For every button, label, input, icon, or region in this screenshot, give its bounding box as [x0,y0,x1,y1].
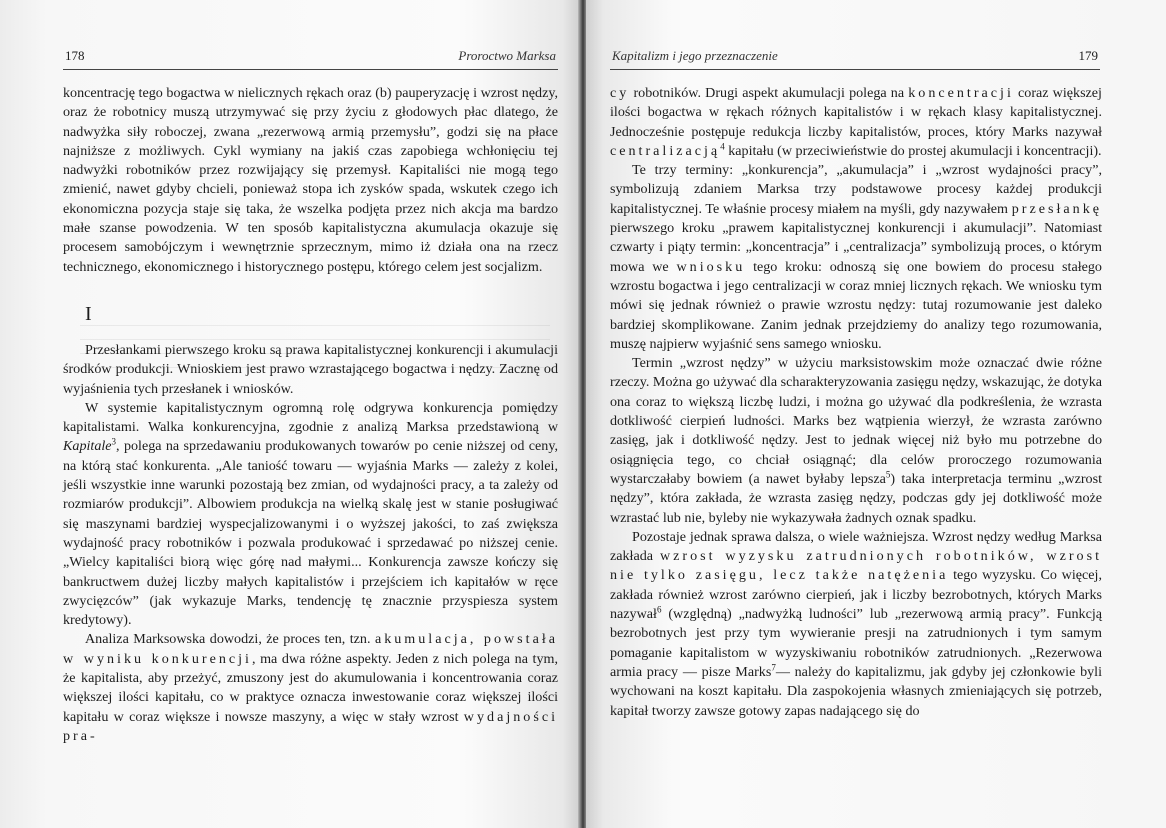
paragraph [610,84,1102,161]
text-run: coraz większej ilości bogactwa w rękach różnych kapitalistów i w rękach klasy kapitalistycznej. Jednocześnie postępuje redukcja liczby kapitalistów, proces, który Marks nazywał [610,85,1102,140]
text-run: ) taka interpretacja terminu „wzrost nędzy”, która zakłada, że wzrasta zasięg nędzy, podczas gdy jej dotkliwość może wzrastać lub nie, byleby nie wykazywała żadnych oznak spadku. [610,470,1102,526]
footnote-ref: 3 [111,436,117,447]
spaced-emphasis: wydajności pra- [63,708,558,744]
text-run: (względną) „nadwyżką ludności” lub „rezerwową armią pracy”. Funkcją bezrobotnych jest przy tym wywieranie presji na zatrudnionych i tym samym pomaganie kapitalistom w wyzyskiwaniu robotników zatrudnionych. „Rezerwowa armia pracy — pisze Marks [610,606,1102,680]
spaced-emphasis: przesłankę [1011,200,1102,217]
section-heading: I [85,302,92,325]
running-title: Kapitalizm i jego przeznaczenie [612,48,778,63]
text-run: , polega na sprzedawaniu produkowanych towarów po cenie niższej od ceny, na którą stać konkurenta. „Ale taniość towaru — wyjaśnia Marks — zależy z kolei, jeśli wszystkie inne warunki pozostają bez zmian, od wydajności pracy, a ta zależy od rozmiarów produkcji”. Albowiem produkcja na wielką skalę jest w stanie posługiwać się maszynami bardziej wyspecjalizowanymi i o wyższej jakości, to zaś zwiększa wydajność pracy robotników i pozwala produkować i sprzedawać po niższej cenie. „Wielcy kapitaliści biorą więc górę nad małymi... Konkurencja zawsze kończy się bankructwem dużej liczby małych kapitalistów i przejściem ich kapitałów w ręce zwycięzców” (jak wykazuje Marks, tendencję tę znacznie przyspiesza system kredytowy). [63,438,558,629]
text-run: Analiza Marksowska dowodzi, że proces ten, tzn. [85,631,375,648]
left-text-column [63,84,558,746]
paragraph [610,528,1102,721]
spaced-emphasis: cy [610,85,630,101]
right-page [586,0,1166,828]
header-rule [610,69,1100,70]
paragraph: Przesłankami pierwszego kroku są prawa kapitalistycznej konkurencji i akumulacji środków produkcji. Wnioskiem jest prawo wzrastającego bogactwa i nędzy. Zacznę od wyjaśnienia tych przesłanek i wniosków. [63,341,558,397]
text-run: Termin „wzrost nędzy” w użyciu marksistowskim może oznaczać dwie różne rzeczy. Można go używać dla scharakteryzowania zasięgu nędzy, wskazując, że dotyka ona coraz to większą liczbę ludzi, i można go używać dla podkreślenia, że wzrasta dotkliwość cierpień ludności. Marks bez wątpienia wierzył, że wzrasta zarówno zasięg, jak i dotkliwość nędzy. Jest to jednak więcej niż było mu potrzebne do osiągnięcia tego, co chciał osiągnąć; dla celów proroczego rozumowania wystarczałaby bowiem (a nawet byłaby lepsza [610,355,1102,487]
header-rule [63,69,558,70]
text-run: W systemie kapitalistycznym ogromną rolę odgrywa konkurencja pomiędzy kapitalistami. Walka konkurencyjna, zgodnie z analizą Marksa przedstawioną w [63,399,558,436]
page-number: 179 [1078,48,1098,63]
text-run: Te trzy terminy: „konkurencja”, „akumulacja” i „wzrost wydajności pracy”, symbolizują zdaniem Marksa trzy podstawowe procesy każdej produkcji kapitalistycznej. Te właśnie procesy miałem na myśli, gdy nazywałem [610,162,1102,217]
text-run: kapitału (w przeciwieństwie do prostej akumulacji i koncentracji). [724,142,1102,159]
spaced-emphasis: koncentracji [908,85,1014,101]
text-run: — należy do kapitalizmu, jak gdyby jej członkowie byli wychowani na koszt kapitału. Dla zaspokojenia własnych zmieniających się potrzeb, kapitał tworzy zawsze gotowy zapas nadającego się do [610,663,1102,719]
paragraph [63,630,558,746]
spaced-emphasis: wzrost wyzysku zatrudnionych robotników, wzrost nie tylko zasięgu, lecz także natężenia [610,548,1102,584]
paragraph [610,354,1102,528]
text-run: tego wyzysku. Co więcej, zakłada również wzrost zarówno cierpień, jak i liczby bezrobotnych, których Marks nazywał [610,567,1102,623]
spaced-emphasis: akumulacja, powstała w wyniku konkurencji [63,631,558,667]
paragraph [610,161,1102,354]
text-run: pierwszego kroku „prawem kapitalistycznej konkurencji i akumulacji”. Natomiast czwarty i piąty termin: „koncentracja” i „centralizacja” symbolizują proces, o którym mowa we [610,220,1102,275]
spaced-emphasis: wniosku [676,258,746,275]
page-number: 178 [65,48,85,63]
right-text-column [610,84,1102,721]
footnote-ref: 7 [771,662,776,673]
left-page [0,0,580,828]
right-running-header [610,47,1100,65]
paragraph [63,399,558,631]
text-run: Pozostaje jednak sprawa dalsza, o wiele ważniejsza. Wzrost nędzy według Marksa zakłada [610,528,1102,565]
paragraph: koncentrację tego bogactwa w nielicznych rękach oraz (b) pauperyzację i wzrost nędzy, oraz że robotnicy muszą utrzymywać się przy życiu z głodowych płac dlatego, że nadwyżka siły roboczej, zwana „rezerwową armią przemysłu”, godzi się na płace najniższe z możliwych. Cykl wymiany na jakiś czas zapobiega wchłonięciu tej nadwyżki robotników przez rozwijający się przemysł. Kapitaliści nie mogą tego zmienić, nawet gdyby chcieli, ponieważ stopa ich zysków spada, wskutek czego ich ekonomiczna pozycja staje się taka, że wszelka podjęta przez nich akcja ma bardzo małe szanse powodzenia. W ten sposób kapitalistyczna akumulacja okazuje się procesem samobójczym i wewnętrznie sprzecznym, mimo iż działa ona na rzecz technicznego, ekonomicznego i historycznego postępu, którego celem jest socjalizm. [63,85,558,275]
running-title: Proroctwo Marksa [458,48,556,63]
text-run: tego kroku: odnoszą się one bowiem do procesu stałego wzrostu bogactwa i jego centralizacji w coraz mniej licznych rękach. We wniosku tym mówi się jednak również o prawie wzrostu nędzy: tutaj rozumowanie jest daleko bardziej skomplikowane. Zanim jednak przejdziemy do analizy tego rozumowania, muszę najpierw wyjaśnić sens samego wniosku. [610,258,1102,352]
text-run: robotników. Drugi aspekt akumulacji polega na [629,85,909,101]
footnote-ref: 6 [656,604,662,615]
spaced-emphasis: centralizacją [610,142,721,159]
italic-title: Kapitale [63,438,112,455]
footnote-ref: 4 [720,141,725,152]
footnote-ref: 5 [885,469,891,480]
left-running-header [63,47,558,65]
text-run: , ma dwa różne aspekty. Jeden z nich polega na tym, że kapitalista, aby przeżyć, zmuszony jest do akumulowania i koncentrowania coraz większej ilości kapitału, co w praktyce oznacza inwestowanie coraz większej ilości kapitału w coraz większe i nowsze maszyny, a więc w stały wzrost [63,650,559,725]
